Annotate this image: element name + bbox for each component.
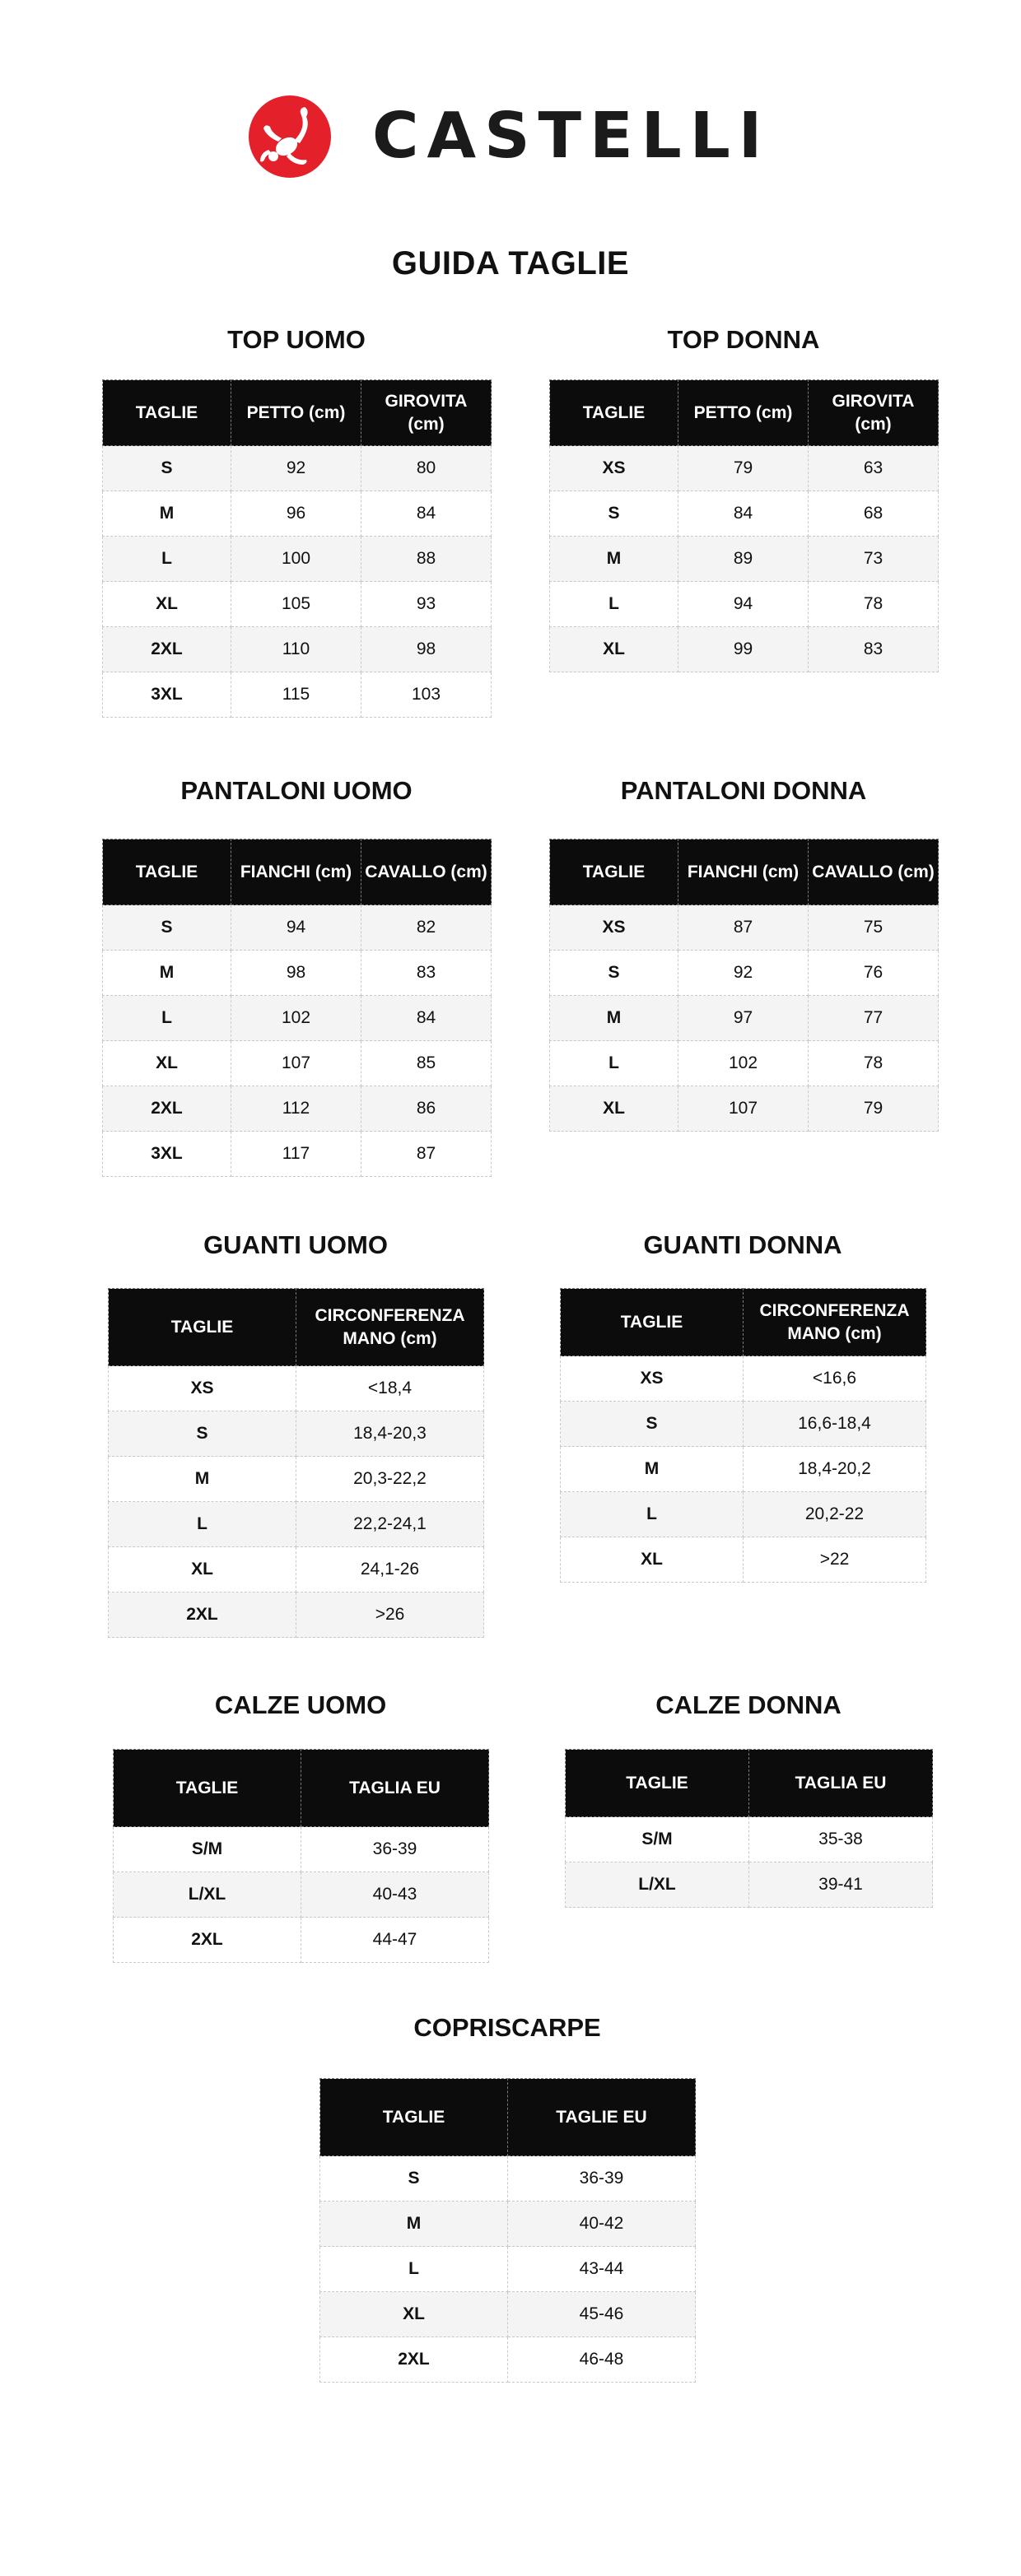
- table-row: [561, 1492, 926, 1537]
- section-top-donna: [549, 323, 938, 658]
- measure-cell: <16,6: [744, 1356, 926, 1402]
- table-row: [109, 1457, 484, 1502]
- size-cell: M: [103, 491, 231, 537]
- header-cell: TAGLIE: [550, 839, 678, 905]
- header-cell: TAGLIE EU: [508, 2079, 696, 2156]
- measure-cell: 16,6-18,4: [744, 1402, 926, 1447]
- section-title: TOP DONNA: [667, 325, 820, 354]
- table-row: [109, 1593, 484, 1638]
- measure-cell: 40-42: [508, 2202, 696, 2247]
- table-row: [103, 905, 492, 951]
- measure-cell: 85: [361, 1041, 492, 1086]
- measure-cell: 89: [678, 537, 809, 582]
- size-cell: 3XL: [103, 672, 231, 718]
- header-cell: TAGLIA EU: [301, 1750, 489, 1827]
- measure-cell: 80: [361, 446, 492, 491]
- measure-cell: 103: [361, 672, 492, 718]
- measure-cell: 36-39: [508, 2156, 696, 2202]
- measure-cell: 86: [361, 1086, 492, 1132]
- table-row: [320, 2292, 696, 2337]
- size-cell: S: [550, 951, 678, 996]
- measure-cell: 36-39: [301, 1827, 489, 1872]
- section-title: GUANTI DONNA: [643, 1230, 842, 1259]
- header-cell: FIANCHI (cm): [231, 839, 361, 905]
- size-cell: L: [550, 582, 678, 627]
- measure-cell: 117: [231, 1132, 361, 1177]
- section-calze-uomo: [113, 1689, 488, 1949]
- table-row: [103, 672, 492, 718]
- scorpion-logo-icon: [249, 95, 331, 178]
- measure-cell: 18,4-20,3: [296, 1411, 484, 1457]
- table-row: [550, 491, 939, 537]
- header-cell: TAGLIE: [109, 1289, 296, 1366]
- section-title: PANTALONI DONNA: [620, 776, 867, 805]
- section-guanti-uomo: [108, 1229, 483, 1624]
- measure-cell: 68: [809, 491, 939, 537]
- size-cell: S: [320, 2156, 508, 2202]
- table-row: [550, 951, 939, 996]
- size-cell: M: [550, 537, 678, 582]
- page-title: GUIDA TAGLIE: [391, 245, 630, 281]
- size-cell: XS: [550, 446, 678, 491]
- measure-cell: >26: [296, 1593, 484, 1638]
- measure-cell: 98: [231, 951, 361, 996]
- table-row: [561, 1356, 926, 1402]
- table-row: [550, 1086, 939, 1132]
- table-row: [103, 582, 492, 627]
- measure-cell: 99: [678, 627, 809, 672]
- measure-cell: 105: [231, 582, 361, 627]
- table-row: [320, 2202, 696, 2247]
- table-row: [561, 1537, 926, 1583]
- brand-logo: [0, 89, 1021, 179]
- table-row: [550, 446, 939, 491]
- measure-cell: 35-38: [749, 1817, 933, 1862]
- measure-cell: 78: [809, 582, 939, 627]
- measure-cell: 45-46: [508, 2292, 696, 2337]
- table-row: [103, 951, 492, 996]
- measure-cell: 83: [809, 627, 939, 672]
- measure-cell: 115: [231, 672, 361, 718]
- table-row: [550, 1041, 939, 1086]
- table-row: [566, 1817, 933, 1862]
- measure-cell: 20,2-22: [744, 1492, 926, 1537]
- header-cell: FIANCHI (cm): [678, 839, 809, 905]
- measure-cell: 75: [809, 905, 939, 951]
- size-cell: S/M: [566, 1817, 749, 1862]
- size-cell: M: [550, 996, 678, 1041]
- measure-cell: 76: [809, 951, 939, 996]
- measure-cell: 107: [678, 1086, 809, 1132]
- table-row: [103, 996, 492, 1041]
- header-cell: TAGLIE: [550, 380, 678, 446]
- section-title: CALZE DONNA: [655, 1690, 842, 1719]
- brand-wordmark: CASTELLI: [372, 100, 771, 173]
- measure-cell: 102: [678, 1041, 809, 1086]
- size-table-pantaloni-donna: [549, 839, 939, 1132]
- size-cell: S: [109, 1411, 296, 1457]
- header-cell: CIRCONFERENZA MANO (cm): [296, 1289, 484, 1366]
- size-table-calze-donna: [565, 1749, 933, 1908]
- measure-cell: 100: [231, 537, 361, 582]
- header-cell: CAVALLO (cm): [361, 839, 492, 905]
- measure-cell: 97: [678, 996, 809, 1041]
- section-pantaloni-uomo: [102, 774, 491, 1163]
- header-cell: TAGLIE: [103, 839, 231, 905]
- header-cell: TAGLIE: [320, 2079, 508, 2156]
- measure-cell: <18,4: [296, 1366, 484, 1411]
- measure-cell: 24,1-26: [296, 1547, 484, 1593]
- measure-cell: 102: [231, 996, 361, 1041]
- measure-cell: 73: [809, 537, 939, 582]
- measure-cell: 83: [361, 951, 492, 996]
- section-title: CALZE UOMO: [214, 1690, 387, 1719]
- section-title: GUANTI UOMO: [203, 1230, 388, 1259]
- size-cell: 3XL: [103, 1132, 231, 1177]
- table-row: [103, 1132, 492, 1177]
- measure-cell: 96: [231, 491, 361, 537]
- table-row: [103, 537, 492, 582]
- table-row: [561, 1447, 926, 1492]
- table-row: [103, 627, 492, 672]
- measure-cell: 93: [361, 582, 492, 627]
- table-row: [320, 2337, 696, 2383]
- section-title: COPRISCARPE: [413, 2013, 601, 2042]
- measure-cell: 98: [361, 627, 492, 672]
- measure-cell: 92: [231, 446, 361, 491]
- size-cell: S/M: [114, 1827, 301, 1872]
- header-cell: GIROVITA (cm): [361, 380, 492, 446]
- measure-cell: 78: [809, 1041, 939, 1086]
- size-cell: XL: [320, 2292, 508, 2337]
- table-row: [109, 1547, 484, 1593]
- size-cell: XL: [561, 1537, 744, 1583]
- table-row: [103, 491, 492, 537]
- size-cell: L: [109, 1502, 296, 1547]
- measure-cell: 94: [678, 582, 809, 627]
- table-row: [320, 2247, 696, 2292]
- measure-cell: 44-47: [301, 1918, 489, 1963]
- size-cell: 2XL: [114, 1918, 301, 1963]
- size-cell: XL: [109, 1547, 296, 1593]
- table-row: [103, 1041, 492, 1086]
- table-row: [109, 1366, 484, 1411]
- measure-cell: 18,4-20,2: [744, 1447, 926, 1492]
- size-cell: L: [103, 537, 231, 582]
- section-pantaloni-donna: [549, 774, 938, 1118]
- measure-cell: 43-44: [508, 2247, 696, 2292]
- table-row: [566, 1862, 933, 1908]
- header-cell: PETTO (cm): [231, 380, 361, 446]
- size-cell: M: [109, 1457, 296, 1502]
- table-row: [109, 1502, 484, 1547]
- section-calze-donna: [565, 1689, 932, 1894]
- measure-cell: 84: [361, 996, 492, 1041]
- size-cell: L/XL: [114, 1872, 301, 1918]
- section-title: TOP UOMO: [227, 325, 366, 354]
- table-row: [550, 905, 939, 951]
- header-cell: PETTO (cm): [678, 380, 809, 446]
- measure-cell: 112: [231, 1086, 361, 1132]
- header-cell: TAGLIE: [114, 1750, 301, 1827]
- measure-cell: 94: [231, 905, 361, 951]
- size-table-copriscarpe: [319, 2078, 696, 2383]
- header-cell: CIRCONFERENZA MANO (cm): [744, 1289, 926, 1356]
- size-table-calze-uomo: [113, 1749, 489, 1963]
- section-top-uomo: [102, 323, 491, 704]
- table-row: [320, 2156, 696, 2202]
- measure-cell: 82: [361, 905, 492, 951]
- table-row: [109, 1411, 484, 1457]
- section-title: PANTALONI UOMO: [180, 776, 413, 805]
- table-row: [114, 1918, 489, 1963]
- header-cell: GIROVITA (cm): [809, 380, 939, 446]
- size-cell: XS: [109, 1366, 296, 1411]
- section-guanti-donna: [560, 1229, 925, 1569]
- size-cell: L: [550, 1041, 678, 1086]
- size-cell: 2XL: [320, 2337, 508, 2383]
- measure-cell: 87: [361, 1132, 492, 1177]
- table-row: [550, 627, 939, 672]
- section-copriscarpe: [319, 2011, 695, 2369]
- measure-cell: 107: [231, 1041, 361, 1086]
- table-row: [550, 996, 939, 1041]
- measure-cell: 20,3-22,2: [296, 1457, 484, 1502]
- table-row: [114, 1827, 489, 1872]
- table-row: [103, 446, 492, 491]
- table-row: [561, 1402, 926, 1447]
- header-cell: TAGLIE: [566, 1750, 749, 1817]
- measure-cell: 79: [809, 1086, 939, 1132]
- size-cell: S: [550, 491, 678, 537]
- measure-cell: 87: [678, 905, 809, 951]
- table-row: [103, 1086, 492, 1132]
- size-cell: XS: [550, 905, 678, 951]
- size-cell: M: [320, 2202, 508, 2247]
- measure-cell: 88: [361, 537, 492, 582]
- measure-cell: 92: [678, 951, 809, 996]
- measure-cell: 84: [361, 491, 492, 537]
- size-cell: XL: [103, 582, 231, 627]
- header-cell: TAGLIA EU: [749, 1750, 933, 1817]
- size-cell: L: [103, 996, 231, 1041]
- measure-cell: 22,2-24,1: [296, 1502, 484, 1547]
- size-cell: S: [103, 905, 231, 951]
- size-cell: L: [320, 2247, 508, 2292]
- size-cell: 2XL: [103, 1086, 231, 1132]
- size-cell: 2XL: [109, 1593, 296, 1638]
- size-cell: M: [561, 1447, 744, 1492]
- measure-cell: 110: [231, 627, 361, 672]
- measure-cell: 63: [809, 446, 939, 491]
- size-cell: XL: [103, 1041, 231, 1086]
- size-table-top-donna: [549, 379, 939, 672]
- header-cell: CAVALLO (cm): [809, 839, 939, 905]
- size-cell: XL: [550, 1086, 678, 1132]
- size-table-guanti-uomo: [108, 1288, 484, 1638]
- size-cell: S: [103, 446, 231, 491]
- header-cell: TAGLIE: [561, 1289, 744, 1356]
- measure-cell: 84: [678, 491, 809, 537]
- size-table-guanti-donna: [560, 1288, 926, 1583]
- size-cell: L: [561, 1492, 744, 1537]
- size-cell: L/XL: [566, 1862, 749, 1908]
- size-cell: XS: [561, 1356, 744, 1402]
- size-table-top-uomo: [102, 379, 492, 718]
- measure-cell: 40-43: [301, 1872, 489, 1918]
- size-cell: M: [103, 951, 231, 996]
- measure-cell: 39-41: [749, 1862, 933, 1908]
- measure-cell: 77: [809, 996, 939, 1041]
- size-cell: XL: [550, 627, 678, 672]
- measure-cell: 46-48: [508, 2337, 696, 2383]
- size-cell: 2XL: [103, 627, 231, 672]
- measure-cell: 79: [678, 446, 809, 491]
- table-row: [550, 537, 939, 582]
- table-row: [114, 1872, 489, 1918]
- size-cell: S: [561, 1402, 744, 1447]
- measure-cell: >22: [744, 1537, 926, 1583]
- header-cell: TAGLIE: [103, 380, 231, 446]
- size-table-pantaloni-uomo: [102, 839, 492, 1177]
- table-row: [550, 582, 939, 627]
